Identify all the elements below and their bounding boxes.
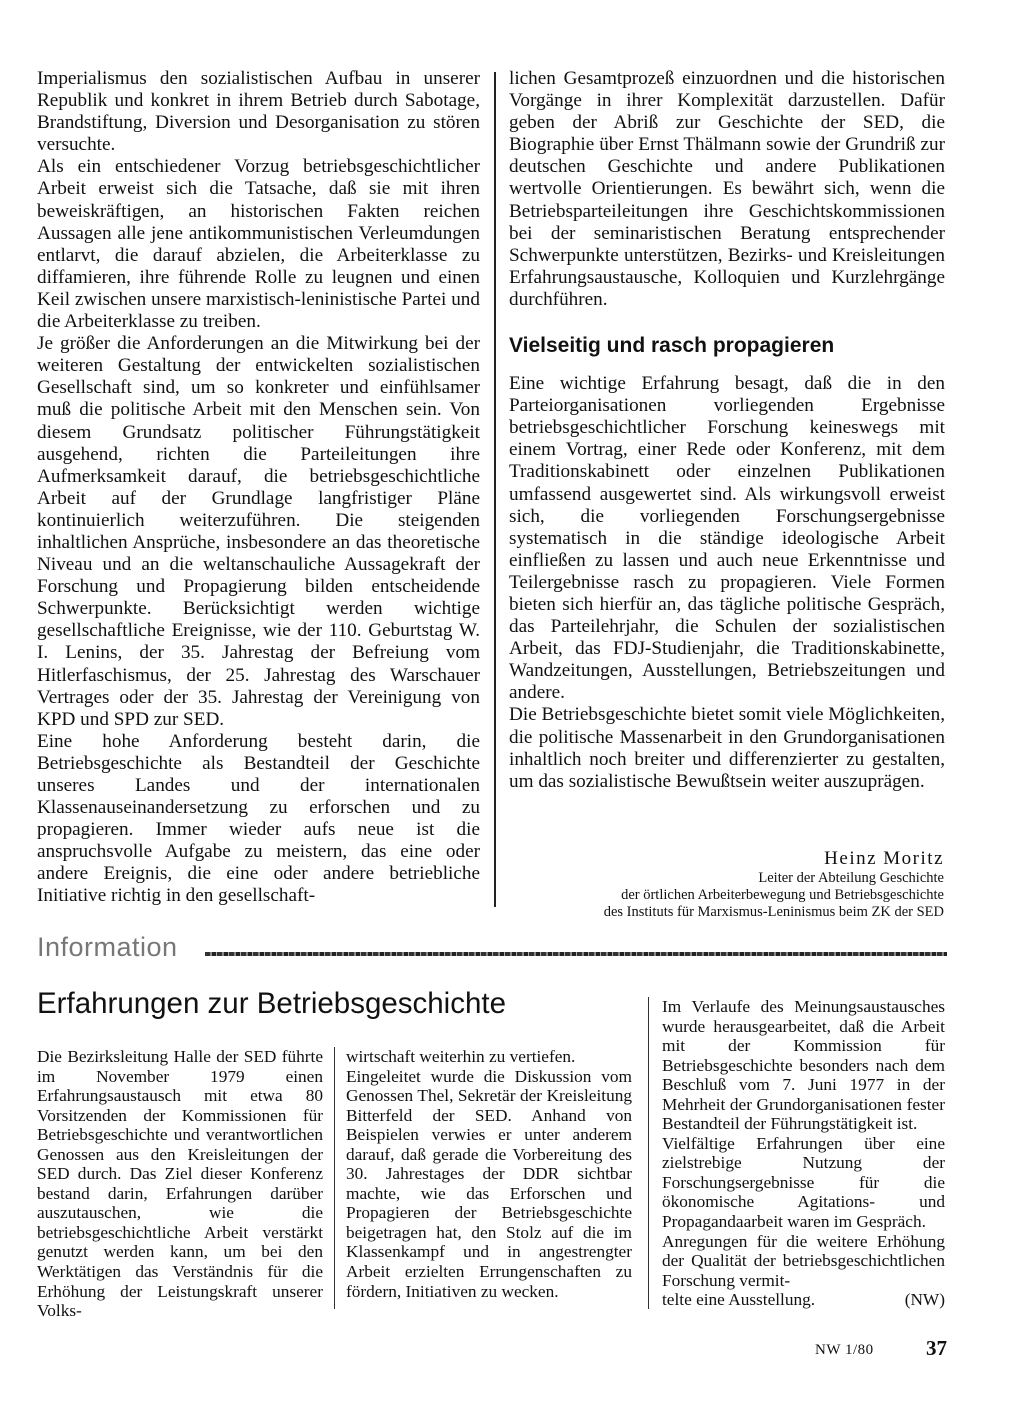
page-number: 37 xyxy=(926,1336,947,1360)
paragraph: Imperialismus den sozialistischen Aufbau in unserer Republik und konkret in ihrem Betrieb durch Sabotage, Brandstiftung, Diversion und Desorganisation zu stören versuchte. xyxy=(37,68,480,156)
upper-right-column xyxy=(509,68,945,793)
article-column-1 xyxy=(37,1047,323,1321)
column-divider xyxy=(494,72,496,907)
paragraph: Eine hohe Anforderung besteht darin, die Betriebsgeschichte als Bestandteil der Geschichte unseres Landes und der internationalen Klassenauseinandersetzung zu erforschen und zu propagieren. Immer wieder aufs neue ist die anspruchsvolle Aufgabe zu meistern, das eine oder andere Ereignis, die eine oder andere betriebliche Initiative richtig in den gesellschaft- xyxy=(37,730,480,907)
column-divider xyxy=(648,997,649,1309)
paragraph: lichen Gesamtprozeß einzuordnen und die historischen Vorgänge in ihrer Komplexität darzustellen. Dafür geben der Abriß zur Geschichte der SED, die Biographie über Ernst Thälmann sowie der Grundriß zur deutschen Geschichte und andere Publikationen wertvolle Orientierungen. Es bewährt sich, wenn die Betriebsparteileitungen ihre Geschichtskommissionen bei der seminaristischen Beratung entsprechender Schwerpunkte unterstützen, Bezirks- und Kreisleitungen Erfahrungsaustausche, Kolloquien und Kurzlehrgänge durchführen. xyxy=(509,68,945,310)
closing-line xyxy=(662,1290,945,1310)
paragraph: Vielfältige Erfahrungen über eine zielstrebige Nutzung der Forschungsergebnisse für die ökonomische Agitations- und Propagandaarbeit waren im Gespräch. xyxy=(662,1133,945,1232)
paragraph: Eine wichtige Erfahrung besagt, daß die in den Parteiorganisationen vorliegenden Ergebnisse betriebsgeschichtlicher Forschung keineswegs mit einem Vortrag, einer Rede oder Konferenz, mit dem Traditionskabinett oder einzelnen Publikationen umfassend ausgewertet sind. Als wirkungsvoll erweist sich, die vorliegenden Forschungsergebnisse systematisch in die ständige ideologische Arbeit einfließen zu lassen und auch neue Erkenntnisse und Teilergebnisse rasch zu propagieren. Viele Formen bieten sich hierfür an, das tägliche politische Gespräch, das Parteilehrjahr, die Schulen der sozialistischen Arbeit, das FDJ-Studienjahr, die Traditionskabinette, Wandzeitungen, Ausstellungen, Betriebszeitungen und andere. xyxy=(509,373,945,704)
paragraph: Die Bezirksleitung Halle der SED führte im November 1979 einen Erfahrungsaustausch mit etwa 80 Vorsitzenden der Kommissionen für Betriebsgeschichte und verantwortlichen Genossen aus den Kreisleitungen der SED durch. Das Ziel dieser Konferenz bestand darin, Erfahrungen darüber auszutauschen, wie die betriebsgeschichtliche Arbeit verstärkt genutzt werden kann, um bei den Werktätigen das Verständnis für die Erhöhung der Leistungskraft unserer Volks- xyxy=(37,1047,323,1321)
information-section-header xyxy=(37,932,947,966)
author-role-line: der örtlichen Arbeiterbewegung und Betriebsgeschichte xyxy=(621,887,944,903)
paragraph: Je größer die Anforderungen an die Mitwirkung bei der weiteren Gestaltung der entwickelten sozialistischen Gesellschaft sind, um so konkreter und einfühlsamer muß die politische Arbeit mit den Menschen sein. Von diesem Grundsatz politischer Führungstätigkeit ausgehend, richten die Parteileitungen ihre Aufmerksamkeit darauf, die betriebsgeschichtliche Arbeit auf der Grundlage langfristiger Pläne kontinuierlich weiterzuführen. Die steigenden inhaltlichen Ansprüche, insbesondere an das theoretische Niveau und an die weltanschauliche Aussagekraft der Forschung und Propagierung bilden entscheidende Schwerpunkte. Berücksichtigt werden wichtige gesellschaftliche Ereignisse, wie der 110. Geburtstag W. I. Lenins, der 35. Jahrestag der Befreiung vom Hitlerfaschismus, der 25. Jahrestag des Warschauer Vertrages oder der 35. Jahrestag der Vereinigung von KPD und SPD zur SED. xyxy=(37,333,480,730)
section-subheading: Vielseitig und rasch propagieren xyxy=(509,334,835,358)
paragraph-end: telte eine Ausstellung. xyxy=(662,1290,816,1310)
page-footer xyxy=(815,1336,947,1366)
article-column-2 xyxy=(346,1047,632,1301)
paragraph: Die Betriebsgeschichte bietet somit viele Möglichkeiten, die politische Massenarbeit in den Grundorganisationen inhaltlich noch breiter und differenzierter zu gestalten, um das sozialistische Bewußtsein weiter auszuprägen. xyxy=(509,704,945,792)
paragraph: Eingeleitet wurde die Diskussion vom Genossen Thel, Sekretär der Kreisleitung Bitterfeld der SED. Anhand von Beispielen verwies er unter anderem darauf, daß gerade die Vorbereitung des 30. Jahrestages der DDR sichtbar machte, wie das Erforschen und Propagieren der Betriebsgeschichte beigetragen hat, den Stolz auf die im Klassenkampf und in angestrengter Arbeit erzielten Errungenschaften zu fördern, Initiativen zu wecken. xyxy=(346,1066,632,1301)
author-role-line: Leiter der Abteilung Geschichte xyxy=(758,870,944,886)
paragraph: Als ein entschiedener Vorzug betriebsgeschichtlicher Arbeit erweist sich die Tatsache, daß sie mit ihren beweiskräftigen, an historischen Fakten reichen Aussagen alle jene antikommunistischen Verleumdungen entlarvt, die darauf abzielen, die Arbeiterklasse zu diffamieren, ihre führende Rolle zu leugnen und einen Keil zwischen unsere marxistisch-leninistische Partei und die Arbeiterklasse zu treiben. xyxy=(37,156,480,333)
column-divider xyxy=(334,1047,335,1309)
author-name: Heinz Moritz xyxy=(824,848,944,869)
section-rule xyxy=(205,952,947,956)
information-label: Information xyxy=(37,932,178,962)
author-signature xyxy=(604,848,944,921)
author-initials: (NW) xyxy=(904,1290,945,1310)
journal-issue: NW 1/80 xyxy=(815,1342,874,1358)
upper-left-column xyxy=(37,68,480,908)
article-column-3 xyxy=(662,997,945,1310)
paragraph: Im Verlaufe des Meinungsaustausches wurde herausgearbeitet, daß die Arbeit mit der Kommission für Betriebsgeschichte besonders nach dem Beschluß vom 7. Juni 1977 in der Mehrheit der Grundorganisationen fester Bestandteil der Führungstätigkeit ist. xyxy=(662,997,945,1134)
article-title: Erfahrungen zur Betriebsgeschichte xyxy=(37,987,506,1020)
paragraph: wirtschaft weiterhin zu vertiefen. xyxy=(346,1047,576,1066)
author-role-line: des Instituts für Marxismus-Leninismus beim ZK der SED xyxy=(603,904,944,920)
paragraph: Anregungen für die weitere Erhöhung der Qualität der betriebsgeschichtlichen Forschung vermit- xyxy=(662,1231,945,1290)
